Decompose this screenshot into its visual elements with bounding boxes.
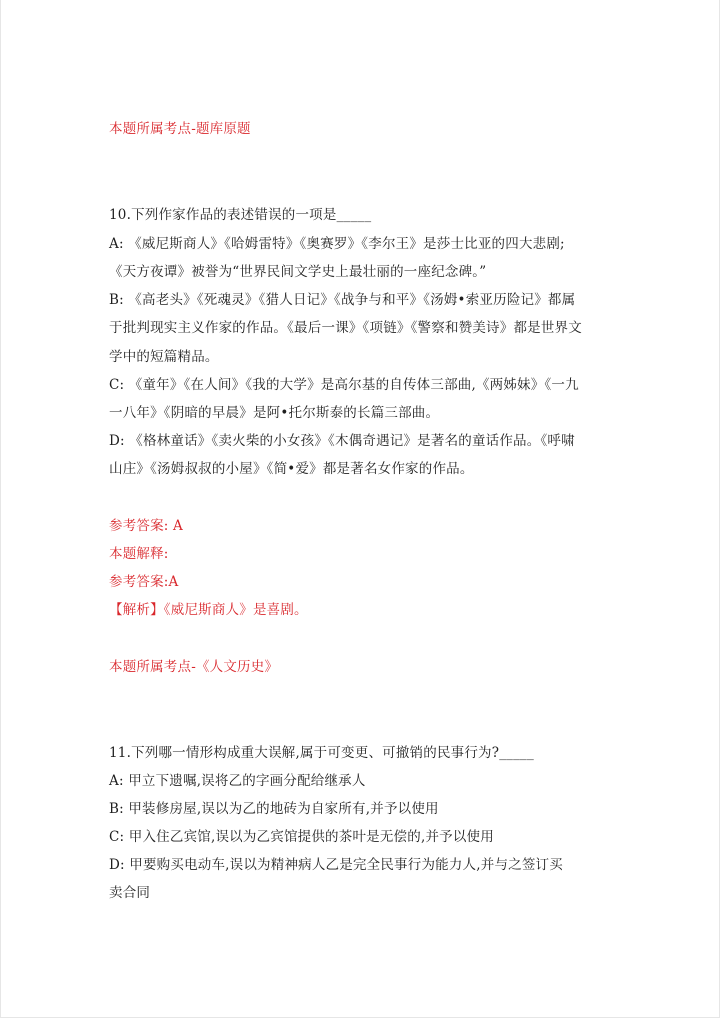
q10-answer: 参考答案: A (109, 518, 183, 534)
q11-stem: 11.下列哪一情形构成重大误解,属于可变更、可撤销的民事行为?_____ (109, 745, 534, 761)
q10-option-a-line2: 《天方夜谭》被誉为“世界民间文学史上最壮丽的一座纪念碑。” (109, 264, 487, 280)
q10-topic: 本题所属考点-《人文历史》 (109, 659, 279, 675)
q10-option-d-line1: D: 《格林童话》《卖火柴的小女孩》《木偶奇遇记》是著名的童话作品。《呼啸 (109, 433, 575, 449)
q9-topic: 本题所属考点-题库原题 (109, 121, 251, 137)
q10-option-c-line2: 一八年》《阴暗的早晨》是阿•托尔斯泰的长篇三部曲。 (109, 405, 440, 421)
q10-option-a-line1: A: 《威尼斯商人》《哈姆雷特》《奥赛罗》《李尔王》是莎士比亚的四大悲剧; (109, 236, 565, 252)
q10-option-b-line2: 于批判现实主义作家的作品。《最后一课》《项链》《警察和赞美诗》都是世界文 (109, 320, 582, 336)
q11-option-d-line2: 卖合同 (109, 885, 151, 901)
q11-option-a: A: 甲立下遗嘱,误将乙的字画分配给继承人 (109, 773, 366, 789)
q10-answer-repeat: 参考答案:A (109, 574, 179, 590)
q10-option-d-line2: 山庄》《汤姆叔叔的小屋》《简•爱》都是著名女作家的作品。 (109, 461, 474, 477)
q10-explain-label: 本题解释: (109, 546, 169, 562)
q11-option-b: B: 甲装修房屋,误以为乙的地砖为自家所有,并予以使用 (109, 801, 439, 817)
q10-option-c-line1: C: 《童年》《在人间》《我的大学》是高尔基的自传体三部曲,《两姊妹》《一九 (109, 377, 579, 393)
q11-option-c: C: 甲入住乙宾馆,误以为乙宾馆提供的茶叶是无偿的,并予以使用 (109, 829, 494, 845)
q10-analysis: 【解析】《威尼斯商人》是喜剧。 (109, 602, 308, 618)
q10-stem: 10.下列作家作品的表述错误的一项是_____ (109, 207, 372, 223)
q10-option-b-line3: 学中的短篇精品。 (109, 349, 219, 365)
q11-option-d-line1: D: 甲要购买电动车,误以为精神病人乙是完全民事行为能力人,并与之签订买 (109, 857, 563, 873)
q10-option-b-line1: B: 《高老头》《死魂灵》《猎人日记》《战争与和平》《汤姆•索亚历险记》都属 (109, 292, 576, 308)
